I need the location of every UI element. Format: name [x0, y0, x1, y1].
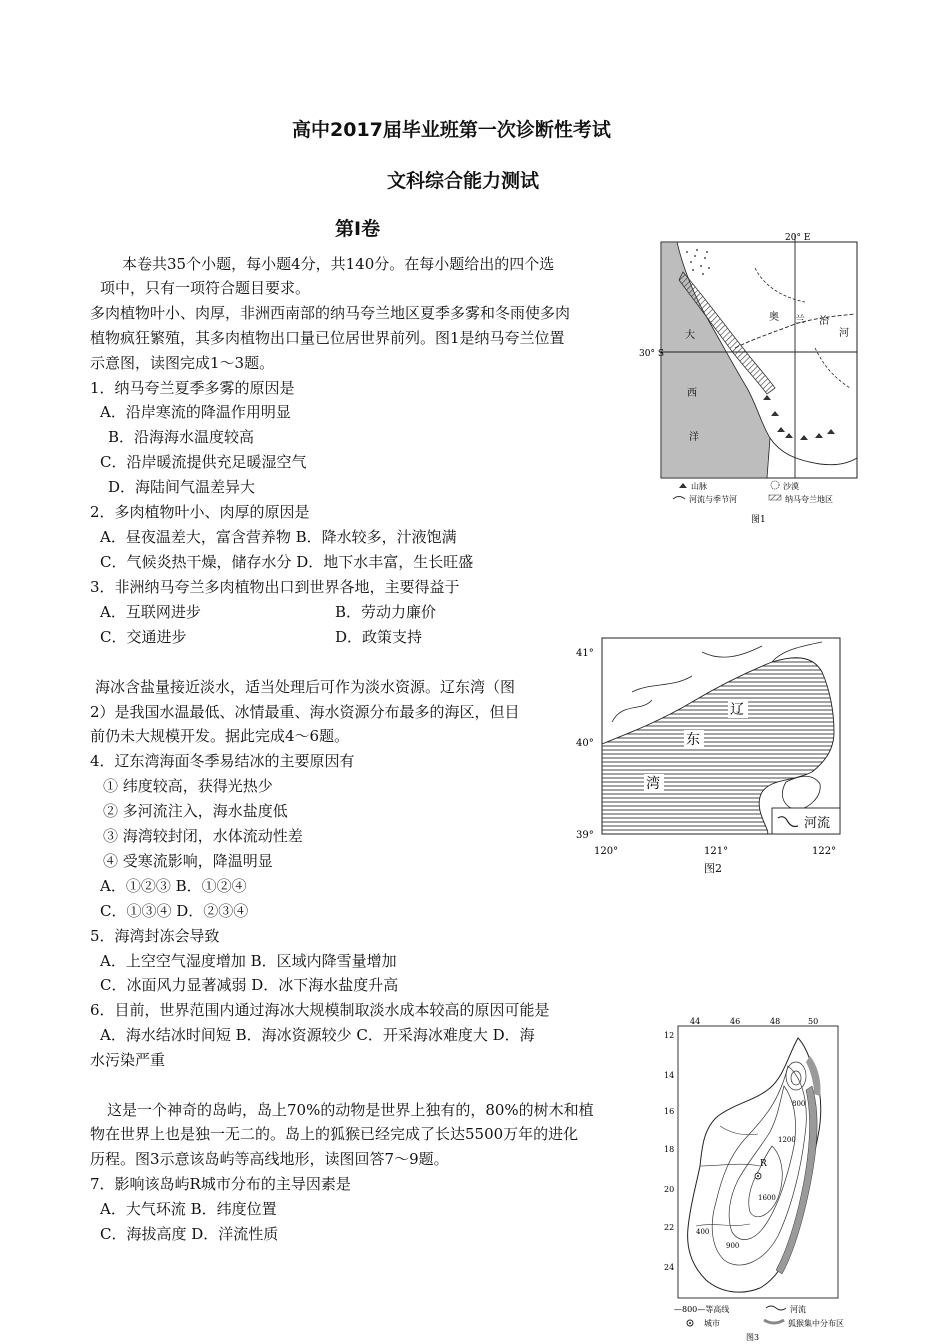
fig2-lat-label: 39°: [576, 830, 594, 841]
fig3-legend-contour: —800—等高线: [674, 1305, 730, 1314]
desert-icon: [771, 481, 779, 489]
passage-line: 多肉植物叶小、肉厚，非洲西南部的纳马夸兰地区夏季多雾和冬雨使多肉: [90, 304, 571, 322]
question-stem: 2．多肉植物叶小、肉厚的原因是: [90, 503, 310, 521]
option: C．冰面风力显著减弱 D．冰下海水盐度升高: [100, 976, 399, 994]
fig1-river-label: 奥: [769, 312, 779, 323]
fig3-caption: 图3: [746, 1333, 760, 1342]
page-subtitle: 文科综合能力测试: [387, 170, 540, 192]
fig3-lon-label: 48: [770, 1017, 781, 1026]
fig3-lon-label: 50: [808, 1017, 819, 1026]
option: A．上空空气湿度增加 B．区域内降雪量增加: [100, 952, 397, 970]
passage-line: 物在世界上也是独一无二的。岛上的狐猴已经完成了长达5500万年的进化: [90, 1125, 579, 1143]
fig3-contour-label: 1200: [778, 1136, 796, 1144]
fig1-river-label: 治: [819, 316, 829, 327]
passage-line: 植物疯狂繁殖，其多肉植物出口量已位居世界前列。图1是纳马夸兰位置: [90, 329, 565, 347]
passage-line: 这是一个神奇的岛屿，岛上70%的动物是世界上独有的，80%的树木和植: [107, 1101, 594, 1119]
question-stem: 1．纳马夸兰夏季多雾的原因是: [90, 379, 295, 397]
fig1-legend-mountain: 山脉: [691, 482, 707, 491]
fig1-ocean-label: 西: [687, 388, 697, 399]
option: D．政策支持: [335, 628, 423, 646]
river-icon: [766, 1306, 786, 1310]
option: B．沿海海水温度较高: [108, 428, 255, 446]
option: ① 纬度较高，获得光热少: [103, 777, 273, 795]
option: C．①③④ D．②③④: [100, 902, 249, 920]
fig2-bay-label: 辽: [730, 702, 744, 718]
fig1-caption: 图1: [751, 515, 766, 525]
page-title: 高中2017届毕业班第一次诊断性考试: [292, 119, 611, 141]
figure-1-map: [635, 228, 867, 528]
fig2-bay-label: 湾: [646, 776, 660, 792]
fig3-lat-label: 18: [664, 1145, 675, 1154]
option: C．气候炎热干燥，储存水分 D．地下水丰富，生长旺盛: [100, 553, 474, 571]
intro-line: 项中，只有一项符合题目要求。: [100, 279, 311, 297]
fig3-legend-lemur: 狐猴集中分布区: [788, 1319, 844, 1328]
fig1-river-label: 河: [839, 328, 849, 339]
fig2-legend: 河流: [804, 816, 831, 831]
option: A．海水结冰时间短 B．海冰资源较少 C．开采海冰难度大 D．海: [100, 1026, 535, 1044]
option: C．海拔高度 D．洋流性质: [100, 1225, 279, 1243]
fig1-lon-label: 20° E: [785, 233, 811, 243]
fig2-lon-label: 122°: [812, 846, 837, 857]
passage-line: 历程。图3示意该岛屿等高线地形，读图回答7～9题。: [90, 1150, 449, 1168]
question-stem: 6．目前，世界范围内通过海冰大规模制取淡水成本较高的原因可能是: [90, 1001, 550, 1019]
fig3-lat-label: 16: [664, 1107, 675, 1116]
fig3-lat-label: 24: [664, 1263, 675, 1272]
question-stem: 7．影响该岛屿R城市分布的主导因素是: [90, 1175, 351, 1193]
option: A．互联网进步: [100, 603, 201, 621]
fig3-lat-label: 12: [664, 1031, 675, 1040]
fig3-lat-label: 20: [664, 1185, 675, 1194]
fig3-contour-label: 400: [696, 1228, 710, 1236]
option: ④ 受寒流影响，降温明显: [103, 852, 273, 870]
fig3-lon-label: 46: [730, 1017, 741, 1026]
option: C．沿岸暖流提供充足暖湿空气: [100, 453, 307, 471]
figure-3-map: [660, 1016, 846, 1342]
fig3-lon-label: 44: [690, 1017, 701, 1026]
fig1-lat-label: 30° S: [639, 349, 664, 359]
lemur-area-icon: [764, 1320, 784, 1323]
passage-line: 海冰含盐量接近淡水，适当处理后可作为淡水资源。辽东湾（图: [95, 678, 516, 696]
question-stem: 3．非洲纳马夸兰多肉植物出口到世界各地，主要得益于: [90, 578, 460, 596]
fig2-lat-label: 41°: [576, 648, 594, 659]
fig3-legend-city: 城市: [704, 1319, 720, 1328]
fig3-legend-river: 河流: [790, 1305, 806, 1314]
option: D．海陆间气温差异大: [108, 478, 256, 496]
option: A．昼夜温差大，富含营养物 B．降水较多，汁液饱满: [100, 528, 457, 546]
mountain-icon: [679, 483, 687, 488]
intro-line: 本卷共35个小题，每小题4分，共140分。在每小题给出的四个选: [122, 255, 555, 273]
fig3-contour-label: 800: [792, 1100, 806, 1108]
question-stem: 5．海湾封冻会导致: [90, 927, 220, 945]
option: 水污染严重: [90, 1051, 166, 1069]
river-icon: [673, 497, 685, 500]
fig3-contour-label: 1600: [758, 1194, 776, 1202]
fig2-lat-label: 40°: [576, 738, 594, 749]
fig3-lat-label: 14: [664, 1071, 675, 1080]
fig3-lat-label: 22: [664, 1223, 675, 1232]
figure-2-map: [572, 632, 844, 880]
fig1-legend-region: 纳马夸兰地区: [785, 495, 833, 504]
fig1-river-label: 兰: [795, 315, 805, 326]
passage-line: 2）是我国水温最低、冰情最重、海水资源分布最多的海区，但目: [90, 703, 520, 721]
fig1-legend-river: 河流与季节河: [689, 495, 737, 504]
option: A．沿岸寒流的降温作用明显: [100, 403, 291, 421]
fig2-lon-label: 121°: [704, 846, 729, 857]
fig1-ocean-label: 洋: [689, 432, 699, 443]
question-stem: 4．辽东湾海面冬季易结冰的主要原因有: [90, 752, 355, 770]
fig3-city-label: R: [760, 1159, 767, 1169]
option: A．大气环流 B．纬度位置: [100, 1200, 277, 1218]
option: ② 多河流注入，海水盐度低: [103, 802, 288, 820]
option: C．交通进步: [100, 628, 187, 646]
passage-line: 前仍未大规模开发。据此完成4～6题。: [90, 727, 350, 745]
option: ③ 海湾较封闭，水体流动性差: [103, 827, 303, 845]
fig2-lon-label: 120°: [594, 846, 619, 857]
option: A．①②③ B．①②④: [100, 877, 247, 895]
region-icon: [769, 495, 781, 500]
fig2-bay-label: 东: [686, 732, 700, 748]
section-title: 第Ⅰ卷: [335, 218, 381, 240]
passage-line: 示意图，读图完成1～3题。: [90, 354, 275, 372]
fig2-caption: 图2: [704, 862, 722, 875]
option: B．劳动力廉价: [335, 603, 437, 621]
fig3-contour-label: 900: [726, 1242, 740, 1250]
fig1-ocean-label: 大: [685, 330, 695, 341]
fig1-legend-desert: 沙漠: [783, 482, 799, 491]
